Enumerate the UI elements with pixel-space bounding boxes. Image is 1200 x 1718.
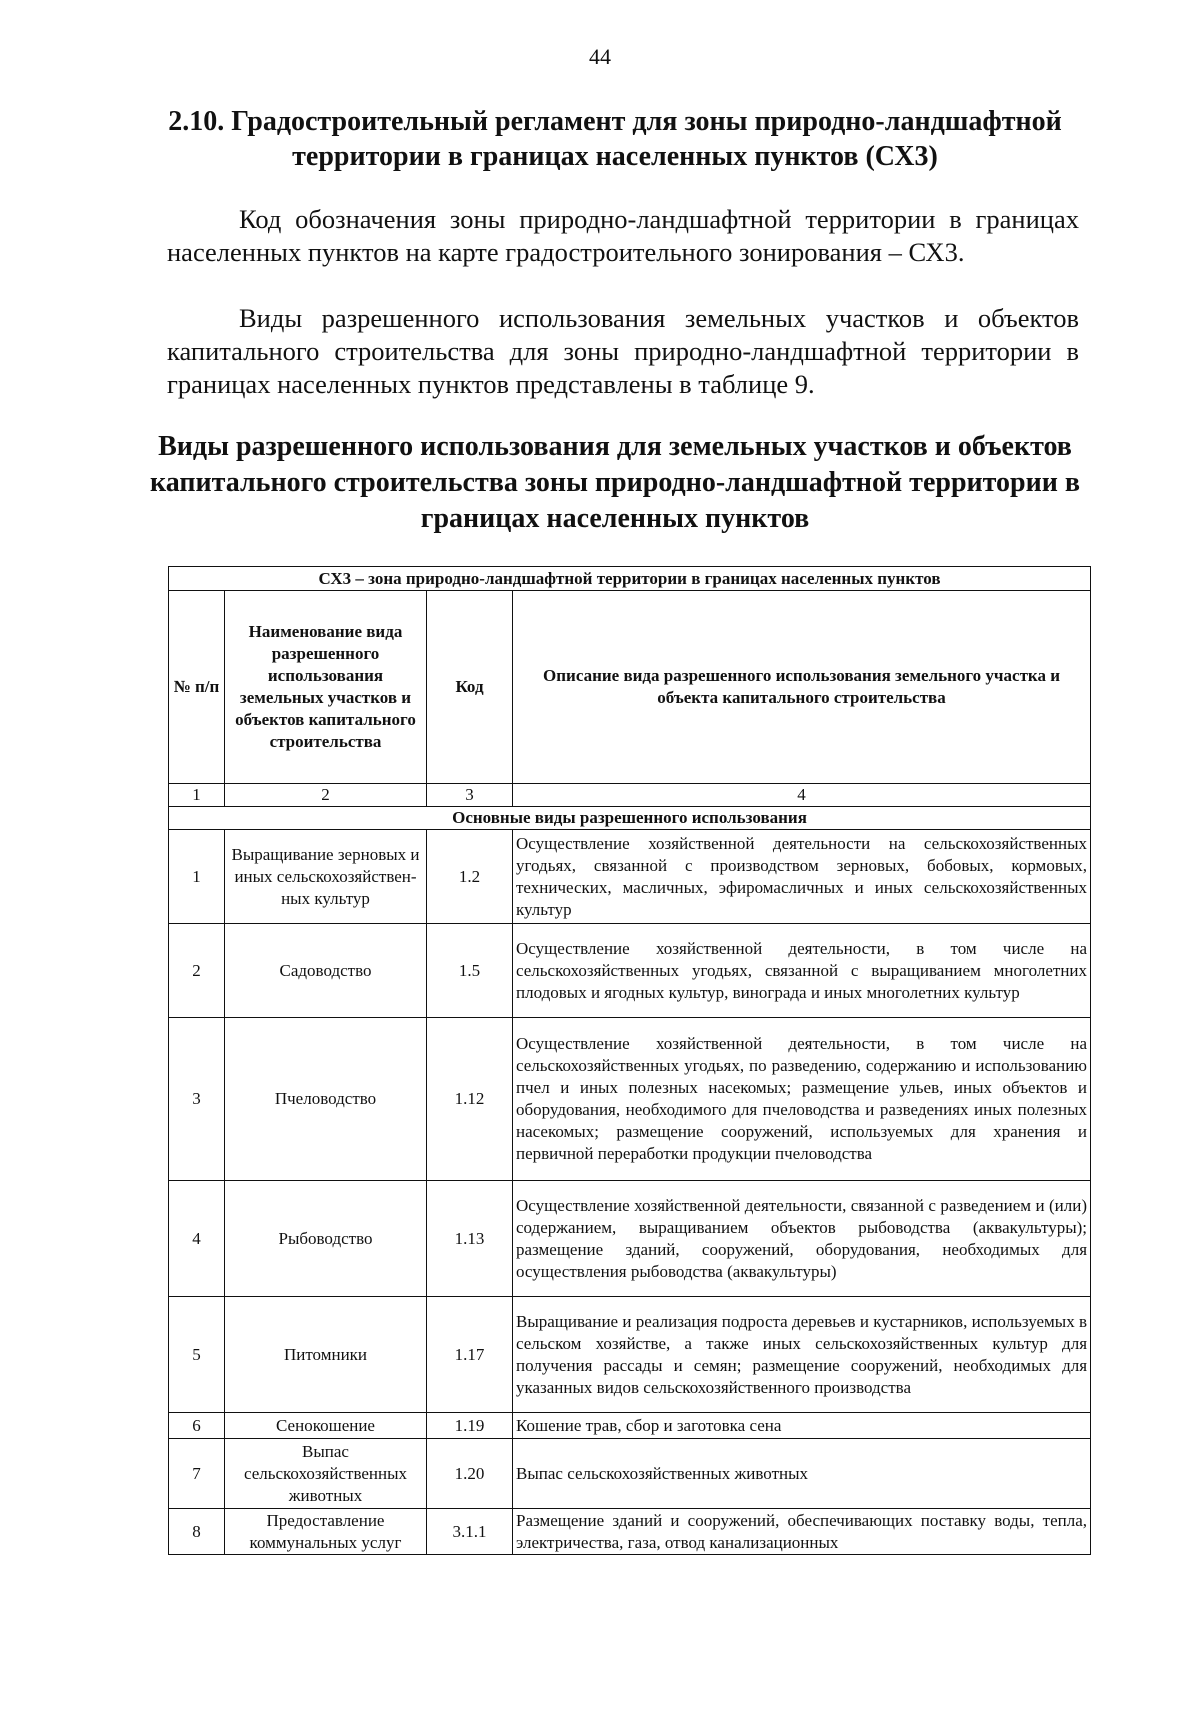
row-code: 1.2 xyxy=(427,830,513,924)
zone-header: СХ3 – зона природно-ландшафтной территории в границах населенных пунктов xyxy=(169,567,1091,591)
row-code: 3.1.1 xyxy=(427,1509,513,1555)
row-code: 1.12 xyxy=(427,1018,513,1181)
row-name: Пчеловодство xyxy=(225,1018,427,1181)
row-name: Садоводство xyxy=(225,924,427,1018)
row-num: 7 xyxy=(169,1439,225,1509)
row-desc: Выпас сельскохозяйственных животных xyxy=(513,1439,1091,1509)
row-desc: Размещение зданий и сооружений, обеспечивающих поставку воды, тепла, электричества, газа, отвод канализационных xyxy=(513,1509,1091,1555)
col-header-num: № п/п xyxy=(169,591,225,784)
row-desc: Осуществление хозяйственной деятельности, в том числе на сельскохозяйственных угодьях, связанной с выращиванием многолетних плодовых и ягодных культур, винограда и иных многолетних культур xyxy=(513,924,1091,1018)
table-row xyxy=(169,1181,1091,1297)
row-num: 5 xyxy=(169,1297,225,1413)
table-row xyxy=(169,830,1091,924)
section-title: 2.10. Градостроительный регламент для зоны природно-ландшафтной территории в границах населенных пунктов (СХ3) xyxy=(168,106,1062,172)
row-name: Рыбоводство xyxy=(225,1181,427,1297)
row-code: 1.19 xyxy=(427,1413,513,1439)
paragraph-zone-code xyxy=(167,203,1079,269)
col-number: 3 xyxy=(427,784,513,807)
usage-table xyxy=(168,566,1091,1555)
row-name: Выращивание зерновых и иных сельскохозяйствен-ных культур xyxy=(225,830,427,924)
row-desc: Осуществление хозяйственной деятельности на сельскохозяйственных угодьях, связанной с производством зерновых, бобовых, кормовых, технических, масличных, эфиромасличных и иных сельскохозяйственных культур xyxy=(513,830,1091,924)
row-num: 6 xyxy=(169,1413,225,1439)
col-header-code: Код xyxy=(427,591,513,784)
page-number: 44 xyxy=(589,44,611,69)
col-number: 2 xyxy=(225,784,427,807)
paragraph-usage-types xyxy=(167,302,1079,401)
row-desc: Выращивание и реализация подроста деревьев и кустарников, используемых в сельском хозяйстве, а также иных сельскохозяйственных культур для получения рассады и семян; размещение сооружений, необходимых для указанных видов сельскохозяйственного производства xyxy=(513,1297,1091,1413)
table-row xyxy=(169,1018,1091,1181)
table-row xyxy=(169,1439,1091,1509)
row-code: 1.17 xyxy=(427,1297,513,1413)
row-num: 1 xyxy=(169,830,225,924)
col-number: 1 xyxy=(169,784,225,807)
row-name: Выпас сельскохозяйственных животных xyxy=(225,1439,427,1509)
row-desc: Кошение трав, сбор и заготовка сена xyxy=(513,1413,1091,1439)
row-num: 2 xyxy=(169,924,225,1018)
row-code: 1.13 xyxy=(427,1181,513,1297)
row-num: 3 xyxy=(169,1018,225,1181)
row-num: 8 xyxy=(169,1509,225,1555)
row-name: Предоставление коммунальных услуг xyxy=(225,1509,427,1555)
paragraph-text: Код обозначения зоны природно-ландшафтной территории в границах населенных пунктов на карте градостроительного зонирования – СХ3. xyxy=(167,204,1079,267)
paragraph-text: Виды разрешенного использования земельных участков и объектов капитального строительства для зоны природно-ландшафтной территории в границах населенных пунктов представлены в таблице 9. xyxy=(167,303,1079,399)
table-row xyxy=(169,1413,1091,1439)
table-row xyxy=(169,1297,1091,1413)
row-name: Питомники xyxy=(225,1297,427,1413)
group-header: Основные виды разрешенного использования xyxy=(169,807,1091,830)
col-number: 4 xyxy=(513,784,1091,807)
row-name: Сенокошение xyxy=(225,1413,427,1439)
row-desc: Осуществление хозяйственной деятельности, в том числе на сельскохозяйственных угодьях, по разведению, содержанию и использованию пчел и иных полезных насекомых; размещение ульев, иных объектов и оборудования, необходимого для пчеловодства и разведениях иных полезных насекомых; размещение сооружений, используемых для хранения и первичной переработки продукции пчеловодства xyxy=(513,1018,1091,1181)
col-header-name: Наименование вида разрешенного использования земельных участков и объектов капитального строительства xyxy=(225,591,427,784)
table-row xyxy=(169,924,1091,1018)
row-num: 4 xyxy=(169,1181,225,1297)
table-title: Виды разрешенного использования для земельных участков и объектов капитального строительства зоны природно-ландшафтной территории в границах населенных пунктов xyxy=(150,431,1080,534)
row-code: 1.5 xyxy=(427,924,513,1018)
table-row xyxy=(169,1509,1091,1555)
row-code: 1.20 xyxy=(427,1439,513,1509)
col-header-desc: Описание вида разрешенного использования земельного участка и объекта капитального строительства xyxy=(513,591,1091,784)
row-desc: Осуществление хозяйственной деятельности, связанной с разведением и (или) содержанием, выращиванием объектов рыбоводства (аквакультуры); размещение зданий, сооружений, оборудования, необходимых для осуществления рыбоводства (аквакультуры) xyxy=(513,1181,1091,1297)
